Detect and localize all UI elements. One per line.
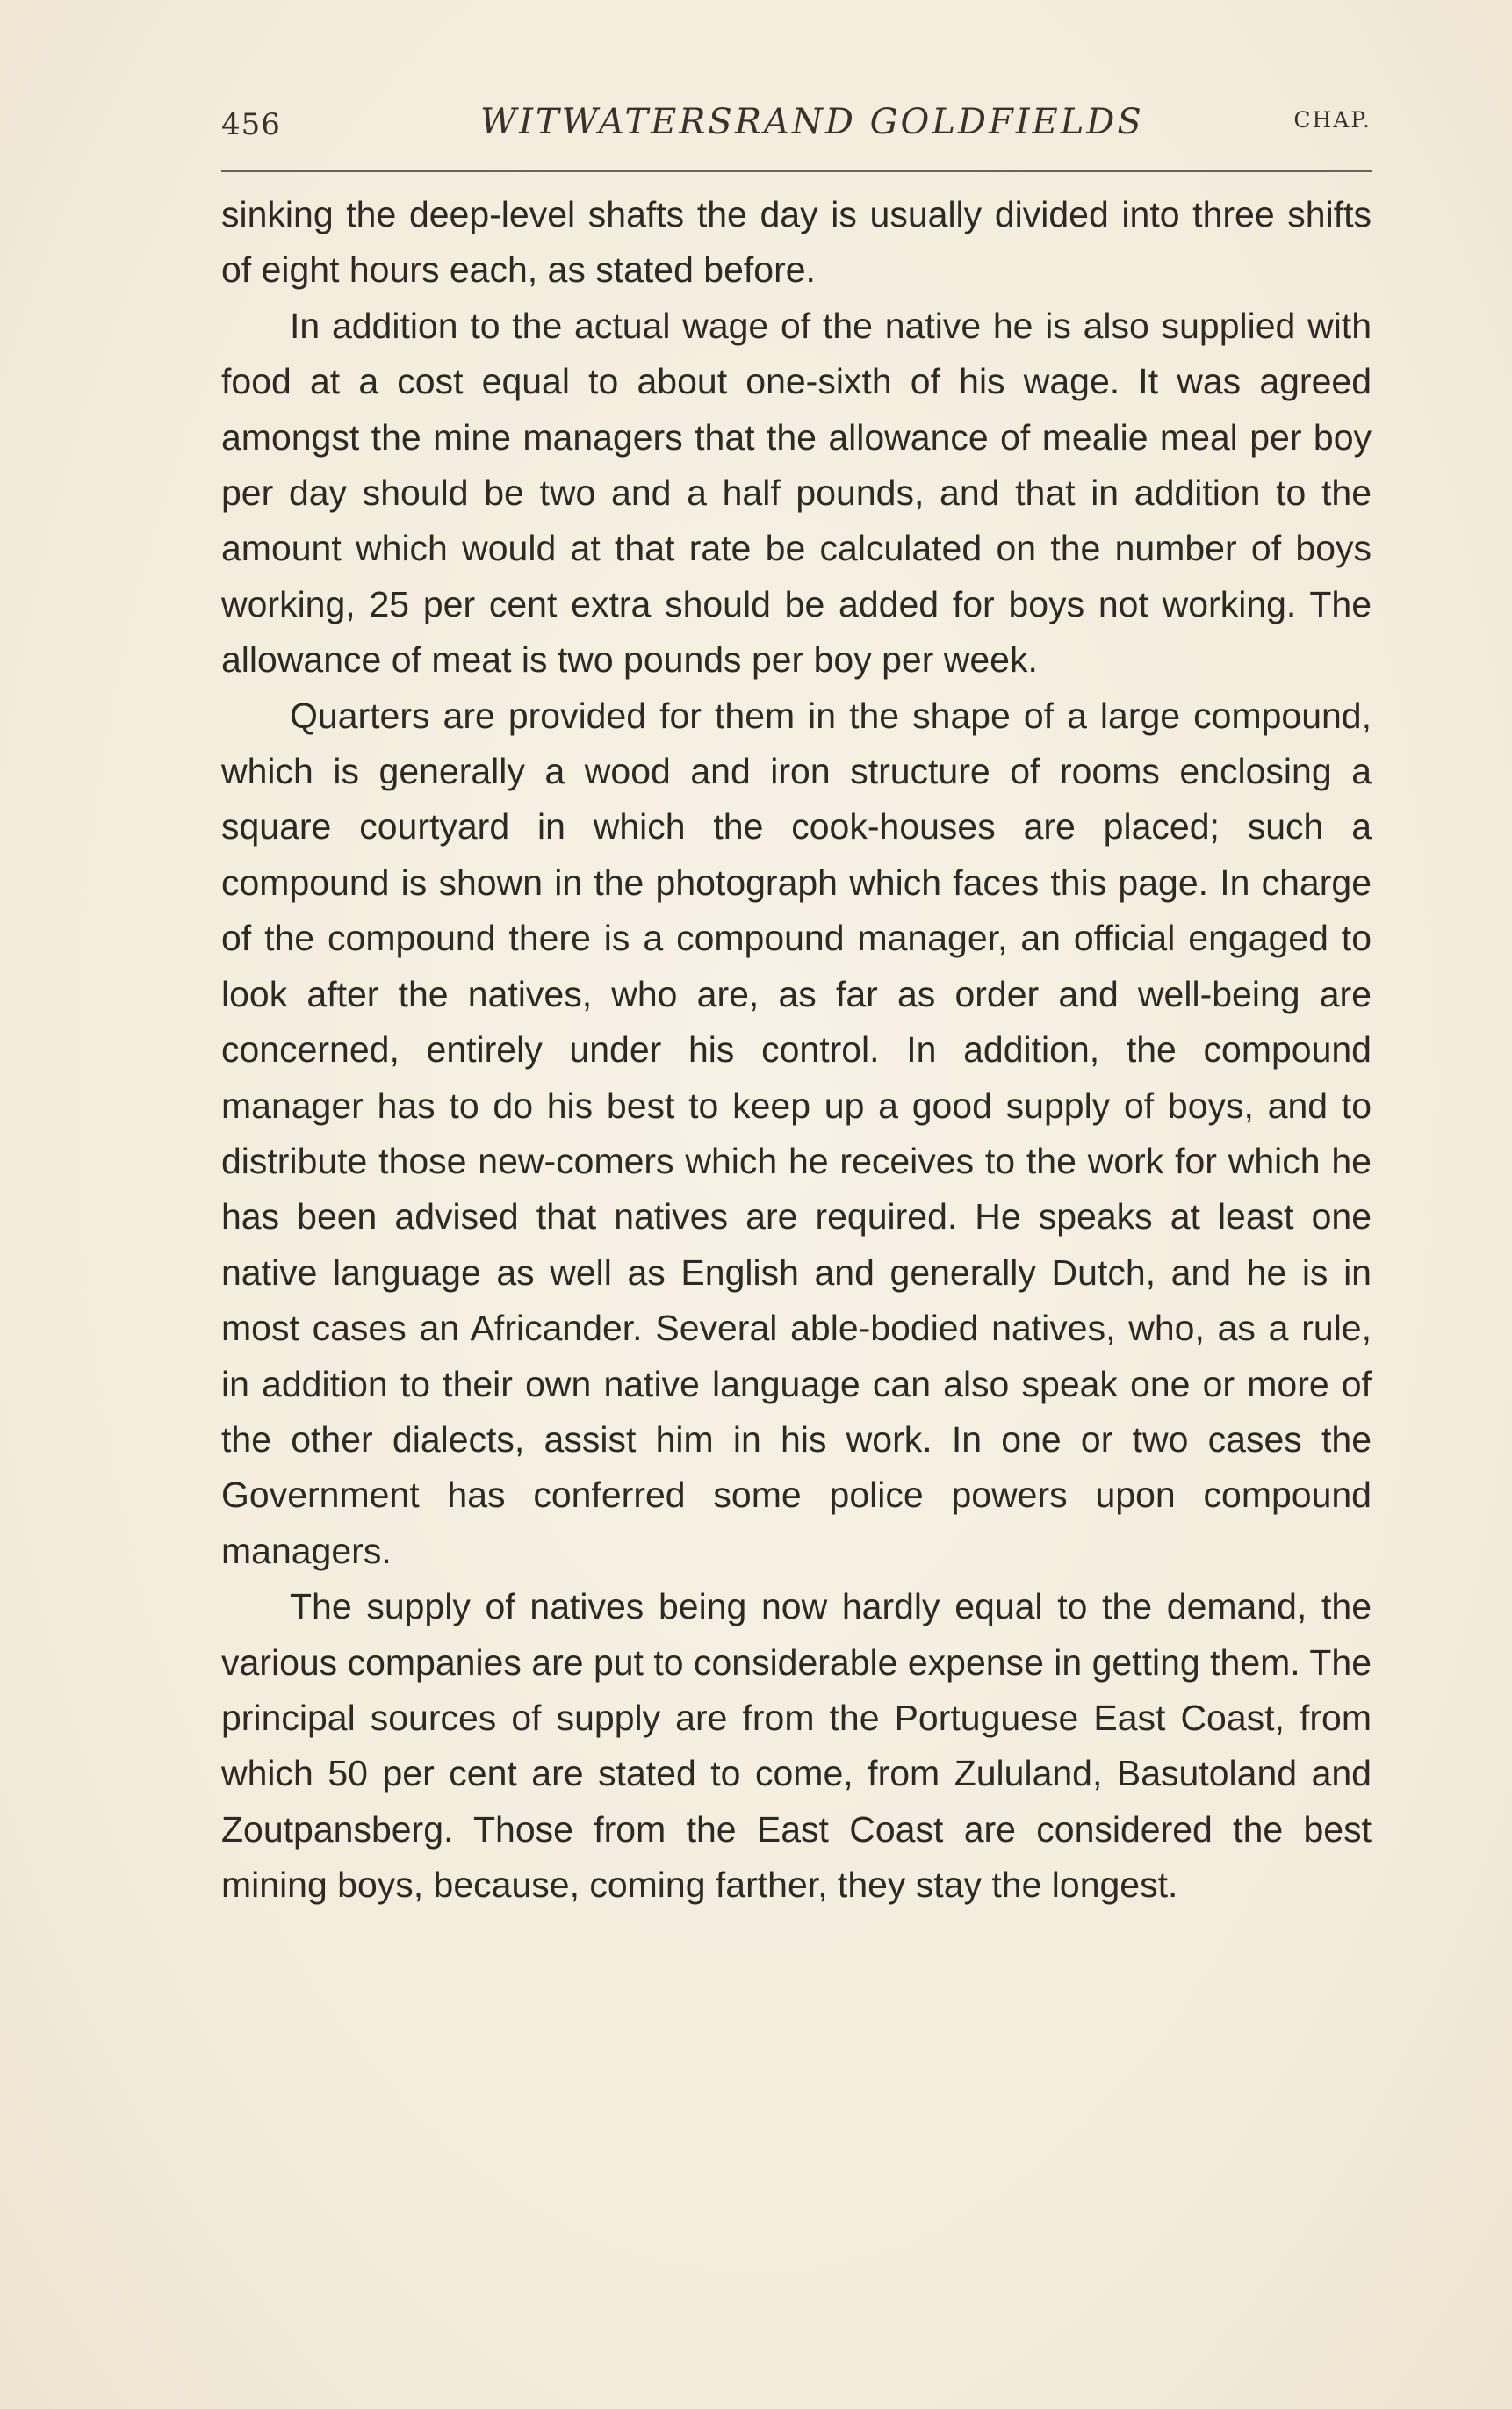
paragraph: In addition to the actual wage of the native he is also supplied with food at a cost equal to about one-sixth of his wage. It was agreed amongst the mine managers that the allowance of mealie meal per boy per day should be two and a half pounds, and that in addition to the amount which would at that rate be calculated on the number of boys working, 25 per cent extra should be added for boys not working. The allowance of meat is two pounds per boy per week.: [221, 305, 1372, 681]
paragraph-continued: sinking the deep-level shafts the day is usually divided into three shifts of eight hours each, as stated before.: [221, 194, 1372, 291]
chapter-abbreviation: CHAP.: [1293, 107, 1372, 133]
paragraph: The supply of natives being now hardly equal to the demand, the various companies are put to considerable expense in getting them. The principal sources of supply are from the Portuguese East Coast, from which 50 per cent are stated to come, from Zululand, Basutoland and Zoutpansberg. Those from the East Coast are considered the best mining boys, because, coming farther, they stay the longest.: [221, 1586, 1372, 1906]
paragraph: Quarters are provided for them in the shape of a large compound, which is generally a wood and iron structure of rooms enclosing a square courtyard in which the cook-houses are placed; such a compound is shown in the photograph which faces this page. In charge of the compound there is a compound manager, an official engaged to look after the natives, who are, as far as order and well-being are concerned, entirely under his control. In addition, the compound manager has to do his best to keep up a good supply of boys, and to distribute those new-comers which he receives to the work for which he has been advised that natives are required. He speaks at least one native language as well as English and generally Dutch, and he is in most cases an Africander. Several able-bodied natives, who, as a rule, in addition to their own native language can also speak one or more of the other dialects, assist him in his work. In one or two cases the Government has conferred some police powers upon compound managers.: [221, 695, 1372, 1571]
body-text: [221, 187, 1372, 1914]
header-rule: [221, 170, 1372, 172]
page-header: [221, 95, 1372, 156]
page-number: 456: [221, 107, 281, 142]
running-title: WITWATERSRAND GOLDFIELDS: [480, 102, 1144, 142]
